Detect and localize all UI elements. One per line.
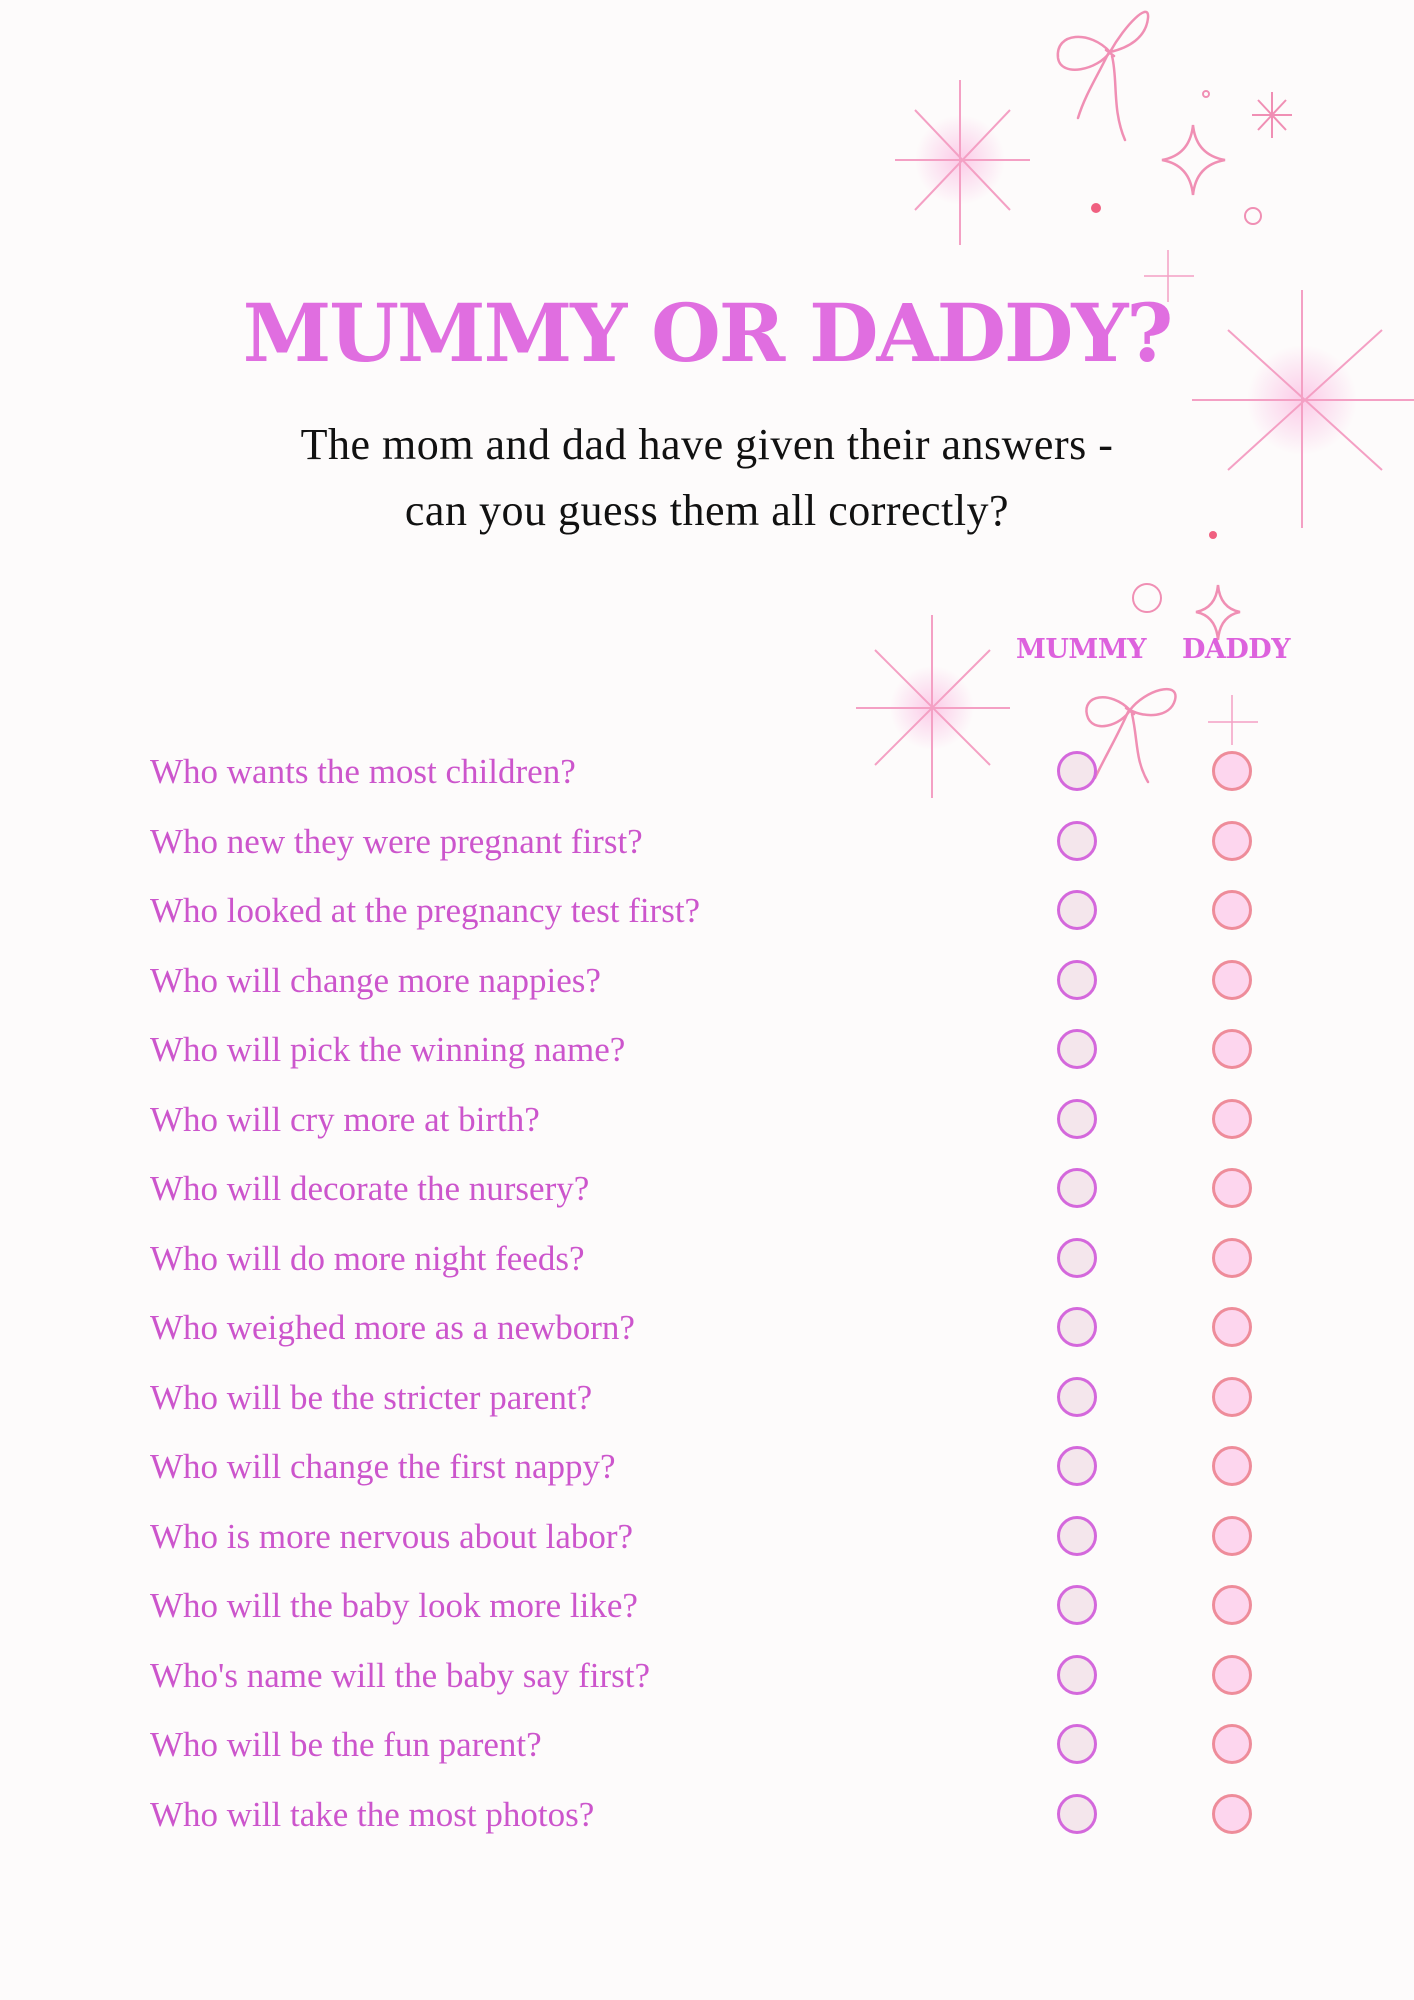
- mummy-answer-circle[interactable]: [1057, 1307, 1097, 1347]
- question-row: [0, 1020, 1414, 1090]
- daddy-answer-circle[interactable]: [1212, 821, 1252, 861]
- mummy-answer-circle[interactable]: [1057, 890, 1097, 930]
- mummy-answer-circle[interactable]: [1057, 1099, 1097, 1139]
- question-row: [0, 1437, 1414, 1507]
- daddy-answer-circle[interactable]: [1212, 751, 1252, 791]
- mummy-answer-circle[interactable]: [1057, 1238, 1097, 1278]
- question-row: [0, 1785, 1414, 1855]
- question-row: [0, 1159, 1414, 1229]
- daddy-answer-circle[interactable]: [1212, 890, 1252, 930]
- daddy-answer-circle[interactable]: [1212, 960, 1252, 1000]
- question-label: Who weighed more as a newborn?: [150, 1308, 635, 1347]
- question-row: [0, 951, 1414, 1021]
- mummy-answer-circle[interactable]: [1057, 1794, 1097, 1834]
- daddy-answer-circle[interactable]: [1212, 1724, 1252, 1764]
- mummy-answer-circle[interactable]: [1057, 1516, 1097, 1556]
- mummy-answer-circle[interactable]: [1057, 960, 1097, 1000]
- column-header-daddy: DADDY: [1182, 634, 1290, 665]
- mummy-answer-circle[interactable]: [1057, 1168, 1097, 1208]
- daddy-answer-circle[interactable]: [1212, 1377, 1252, 1417]
- mummy-answer-circle[interactable]: [1057, 1029, 1097, 1069]
- question-row: [0, 742, 1414, 812]
- question-label: Who will change more nappies?: [150, 960, 601, 1000]
- daddy-answer-circle[interactable]: [1212, 1585, 1252, 1625]
- mummy-answer-circle[interactable]: [1057, 1585, 1097, 1625]
- question-row: [0, 1229, 1414, 1299]
- question-label: Who will cry more at birth?: [150, 1099, 540, 1139]
- question-row: [0, 1298, 1414, 1368]
- question-row: [0, 1576, 1414, 1646]
- daddy-answer-circle[interactable]: [1212, 1516, 1252, 1556]
- mummy-answer-circle[interactable]: [1057, 1724, 1097, 1764]
- question-label: Who will decorate the nursery?: [150, 1169, 590, 1208]
- daddy-answer-circle[interactable]: [1212, 1168, 1252, 1208]
- question-label: Who wants the most children?: [150, 752, 576, 791]
- subtitle-line-2: can you guess them all correctly?: [404, 486, 1010, 535]
- question-label: Who is more nervous about labor?: [150, 1516, 634, 1556]
- question-label: Who will pick the winning name?: [150, 1030, 626, 1069]
- question-label: Who will change the first nappy?: [150, 1447, 616, 1486]
- column-header-mummy: MUMMY: [1016, 634, 1146, 665]
- question-label: Who will the baby look more like?: [150, 1586, 638, 1625]
- page-title: MUMMY OR DADDY?: [242, 286, 1172, 380]
- daddy-answer-circle[interactable]: [1212, 1238, 1252, 1278]
- question-row: [0, 1646, 1414, 1716]
- mummy-answer-circle[interactable]: [1057, 1446, 1097, 1486]
- question-label: Who will do more night feeds?: [150, 1238, 585, 1278]
- question-label: Who's name will the baby say first?: [150, 1655, 651, 1695]
- question-row: [0, 1368, 1414, 1438]
- question-row: [0, 1507, 1414, 1577]
- subtitle-line-1: The mom and dad have given their answers -: [300, 420, 1114, 469]
- daddy-answer-circle[interactable]: [1212, 1446, 1252, 1486]
- daddy-answer-circle[interactable]: [1212, 1099, 1252, 1139]
- daddy-answer-circle[interactable]: [1212, 1029, 1252, 1069]
- question-label: Who looked at the pregnancy test first?: [150, 891, 701, 930]
- question-row: [0, 1090, 1414, 1160]
- daddy-answer-circle[interactable]: [1212, 1307, 1252, 1347]
- question-row: [0, 812, 1414, 882]
- question-label: Who will be the stricter parent?: [150, 1377, 593, 1417]
- question-row: [0, 881, 1414, 951]
- question-label: Who will take the most photos?: [150, 1794, 595, 1834]
- mummy-answer-circle[interactable]: [1057, 1655, 1097, 1695]
- mummy-answer-circle[interactable]: [1057, 1377, 1097, 1417]
- mummy-answer-circle[interactable]: [1057, 751, 1097, 791]
- question-label: Who new they were pregnant first?: [150, 821, 643, 861]
- mummy-answer-circle[interactable]: [1057, 821, 1097, 861]
- daddy-answer-circle[interactable]: [1212, 1794, 1252, 1834]
- daddy-answer-circle[interactable]: [1212, 1655, 1252, 1695]
- question-row: [0, 1715, 1414, 1785]
- question-label: Who will be the fun parent?: [150, 1725, 542, 1764]
